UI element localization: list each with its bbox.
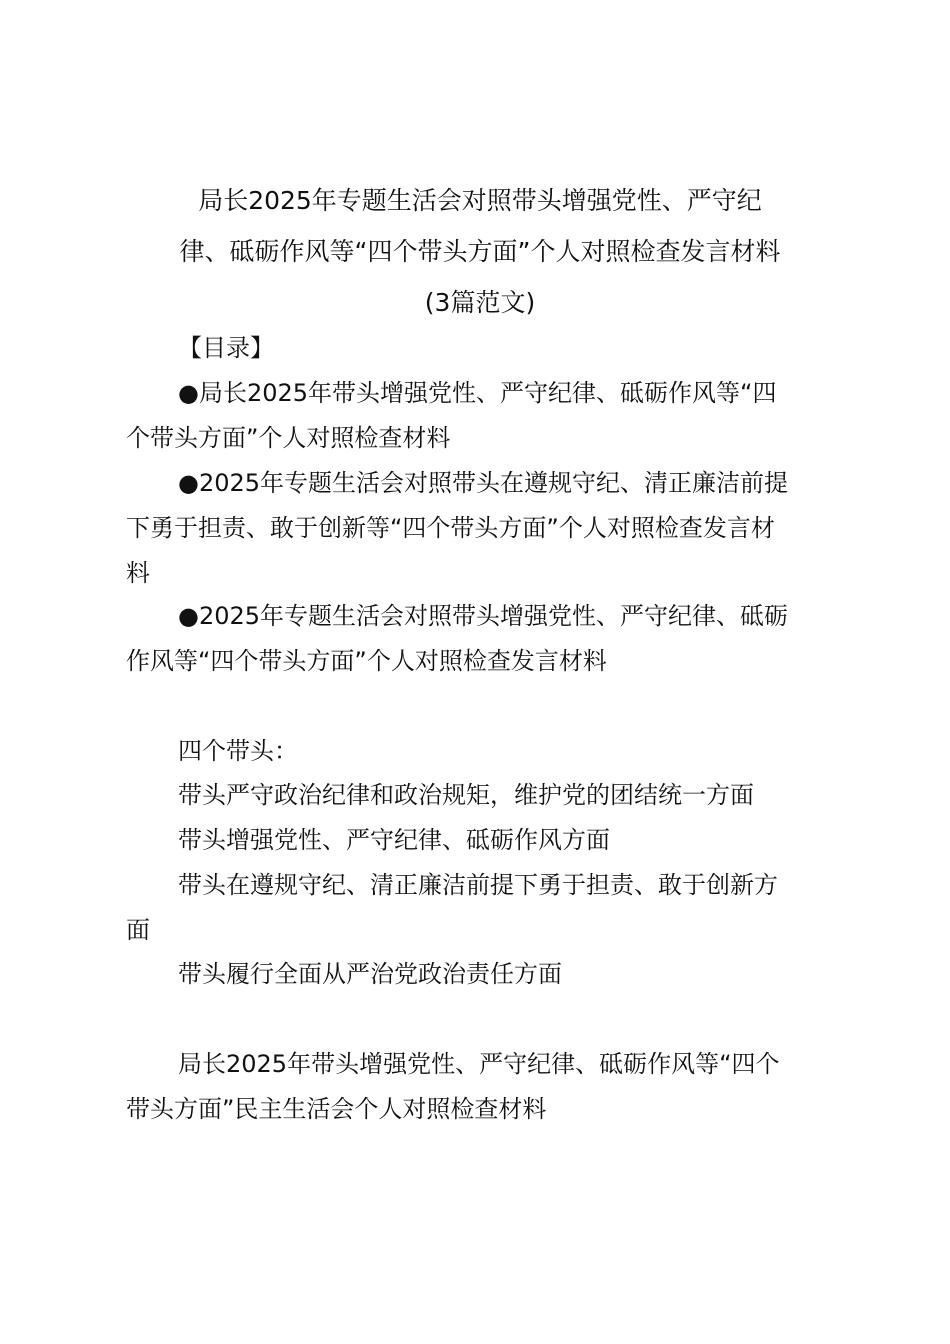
section-title bbox=[126, 1042, 834, 1132]
toc-heading bbox=[126, 326, 834, 371]
toc-item-line: 作风等“四个带头方面”个人对照检查发言材料 bbox=[126, 647, 607, 675]
document-title bbox=[126, 175, 834, 328]
four-item bbox=[126, 952, 834, 997]
toc-item bbox=[126, 594, 834, 684]
section-title-line: 局长2025年带头增强党性、严守纪律、砥砺作风等“四个 bbox=[178, 1050, 780, 1078]
four-heading-text: 四个带头： bbox=[178, 737, 298, 765]
toc-item-line: 下勇于担责、敢于创新等“四个带头方面”个人对照检查发言材 bbox=[126, 514, 775, 542]
title-line: 律、砥砺作风等“四个带头方面”个人对照检查发言材料 bbox=[179, 237, 781, 266]
four-item bbox=[126, 863, 834, 953]
toc-item bbox=[126, 371, 834, 461]
four-item bbox=[126, 773, 834, 818]
four-item bbox=[126, 818, 834, 863]
section-title-line: 带头方面”民主生活会个人对照检查材料 bbox=[126, 1095, 547, 1123]
title-line: (3篇范文) bbox=[424, 288, 536, 317]
toc-item-line: ●2025年专题生活会对照带头增强党性、严守纪律、砥砺 bbox=[178, 602, 789, 630]
four-heading bbox=[126, 729, 834, 774]
toc-item-line: ●局长2025年带头增强党性、严守纪律、砥砺作风等“四 bbox=[178, 379, 777, 407]
four-item-line: 带头增强党性、严守纪律、砥砺作风方面 bbox=[178, 826, 610, 854]
four-item-line: 带头严守政治纪律和政治规矩，维护党的团结统一方面 bbox=[178, 781, 754, 809]
toc-heading-text: 【目录】 bbox=[178, 334, 274, 362]
toc-item-line: 料 bbox=[126, 559, 150, 587]
title-line: 局长2025年专题生活会对照带头增强党性、严守纪 bbox=[198, 186, 762, 215]
four-item-line: 带头在遵规守纪、清正廉洁前提下勇于担责、敢于创新方 bbox=[178, 871, 778, 899]
toc-item-line: ●2025年专题生活会对照带头在遵规守纪、清正廉洁前提 bbox=[178, 469, 789, 497]
toc-item-line: 个带头方面”个人对照检查材料 bbox=[126, 424, 451, 452]
four-item-line: 带头履行全面从严治党政治责任方面 bbox=[178, 960, 562, 988]
four-item-line: 面 bbox=[126, 916, 150, 944]
toc-item bbox=[126, 461, 834, 596]
